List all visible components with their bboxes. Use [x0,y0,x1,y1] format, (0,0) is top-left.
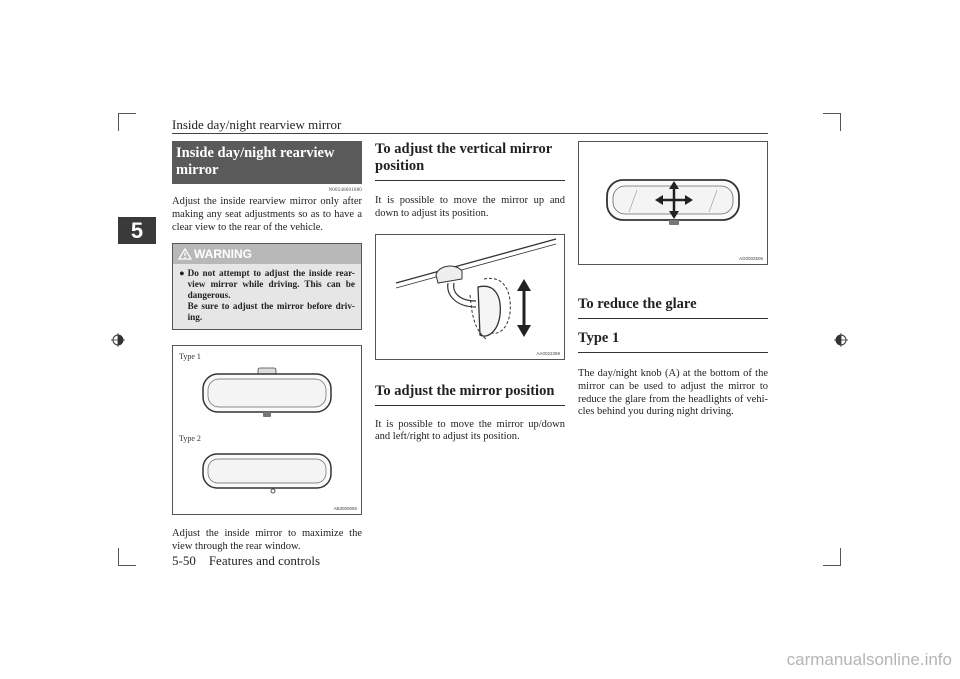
mirror-direction-illustration [579,142,767,264]
crop-mark [118,565,136,566]
mirror-types-figure [172,345,362,515]
crop-mark [840,113,841,131]
mirror-direction-figure [578,141,768,265]
figure-label-type2: Type 2 [179,434,201,444]
section-heading: Inside day/night rearview mirror [172,141,362,184]
figure-code: AG0002506 [738,256,763,261]
crop-mark [118,113,119,131]
vertical-adjust-figure [375,234,565,360]
watermark: carmanualsonline.info [786,650,952,669]
warning-text: Do not attempt to adjust the inside rear-view mirror while driving. This can be dangerous. Be sure to adjust the mirror before driv-ing. [187,268,355,323]
chapter-tab: 5 [118,217,156,244]
glare-paragraph: The day/night knob (A) at the bottom of the mirror can be used to adjust the mirror to reduce the glare from the headlights of vehi-cles behind you during night driving. [578,368,768,418]
crop-mark [823,565,841,566]
registration-mark-icon [834,333,848,347]
page-header-title: Inside day/night rearview mirror [172,117,342,132]
warning-header [173,244,361,264]
header-rule [172,133,768,134]
figure-code: AB3000055 [333,506,357,512]
position-adjust-paragraph: It is possible to move the mirror up/down and left/right to adjust its position. [375,418,565,443]
figure-label-type1: Type 1 [179,352,201,362]
subheading-type1: Type 1 [578,330,768,353]
warning-triangle-icon [178,248,192,260]
after-figure-paragraph: Adjust the inside mirror to maximize the view through the rear window. [172,528,362,553]
bullet-icon: ● [179,268,185,279]
crop-mark [823,113,841,114]
intro-paragraph: Adjust the inside rearview mirror only after making any seat adjustments so as to have a clear view to the rear of the vehicle. [172,196,362,233]
crop-mark [118,113,136,114]
vertical-mirror-illustration [376,235,564,359]
crop-mark [840,548,841,566]
column-3 [578,141,768,419]
warning-title: WARNING [194,247,252,262]
warning-body [173,264,361,329]
column-2 [375,141,565,444]
vertical-adjust-paragraph: It is possible to move the mirror up and down to adjust its position. [375,195,565,219]
crop-mark [118,548,119,566]
reference-code: N00548601080 [328,188,362,193]
section-heading-glare: To reduce the glare [578,296,768,319]
figure-code: AA0022369 [536,350,560,356]
section-heading-position: To adjust the mirror position [375,383,565,406]
warning-box [172,243,362,330]
section-heading-vertical: To adjust the vertical mirror position [375,141,565,181]
page-footer: 5-50 Features and controls [172,553,321,568]
registration-mark-icon [111,333,125,347]
rearview-mirror-illustration [173,346,361,514]
column-1 [172,141,362,554]
